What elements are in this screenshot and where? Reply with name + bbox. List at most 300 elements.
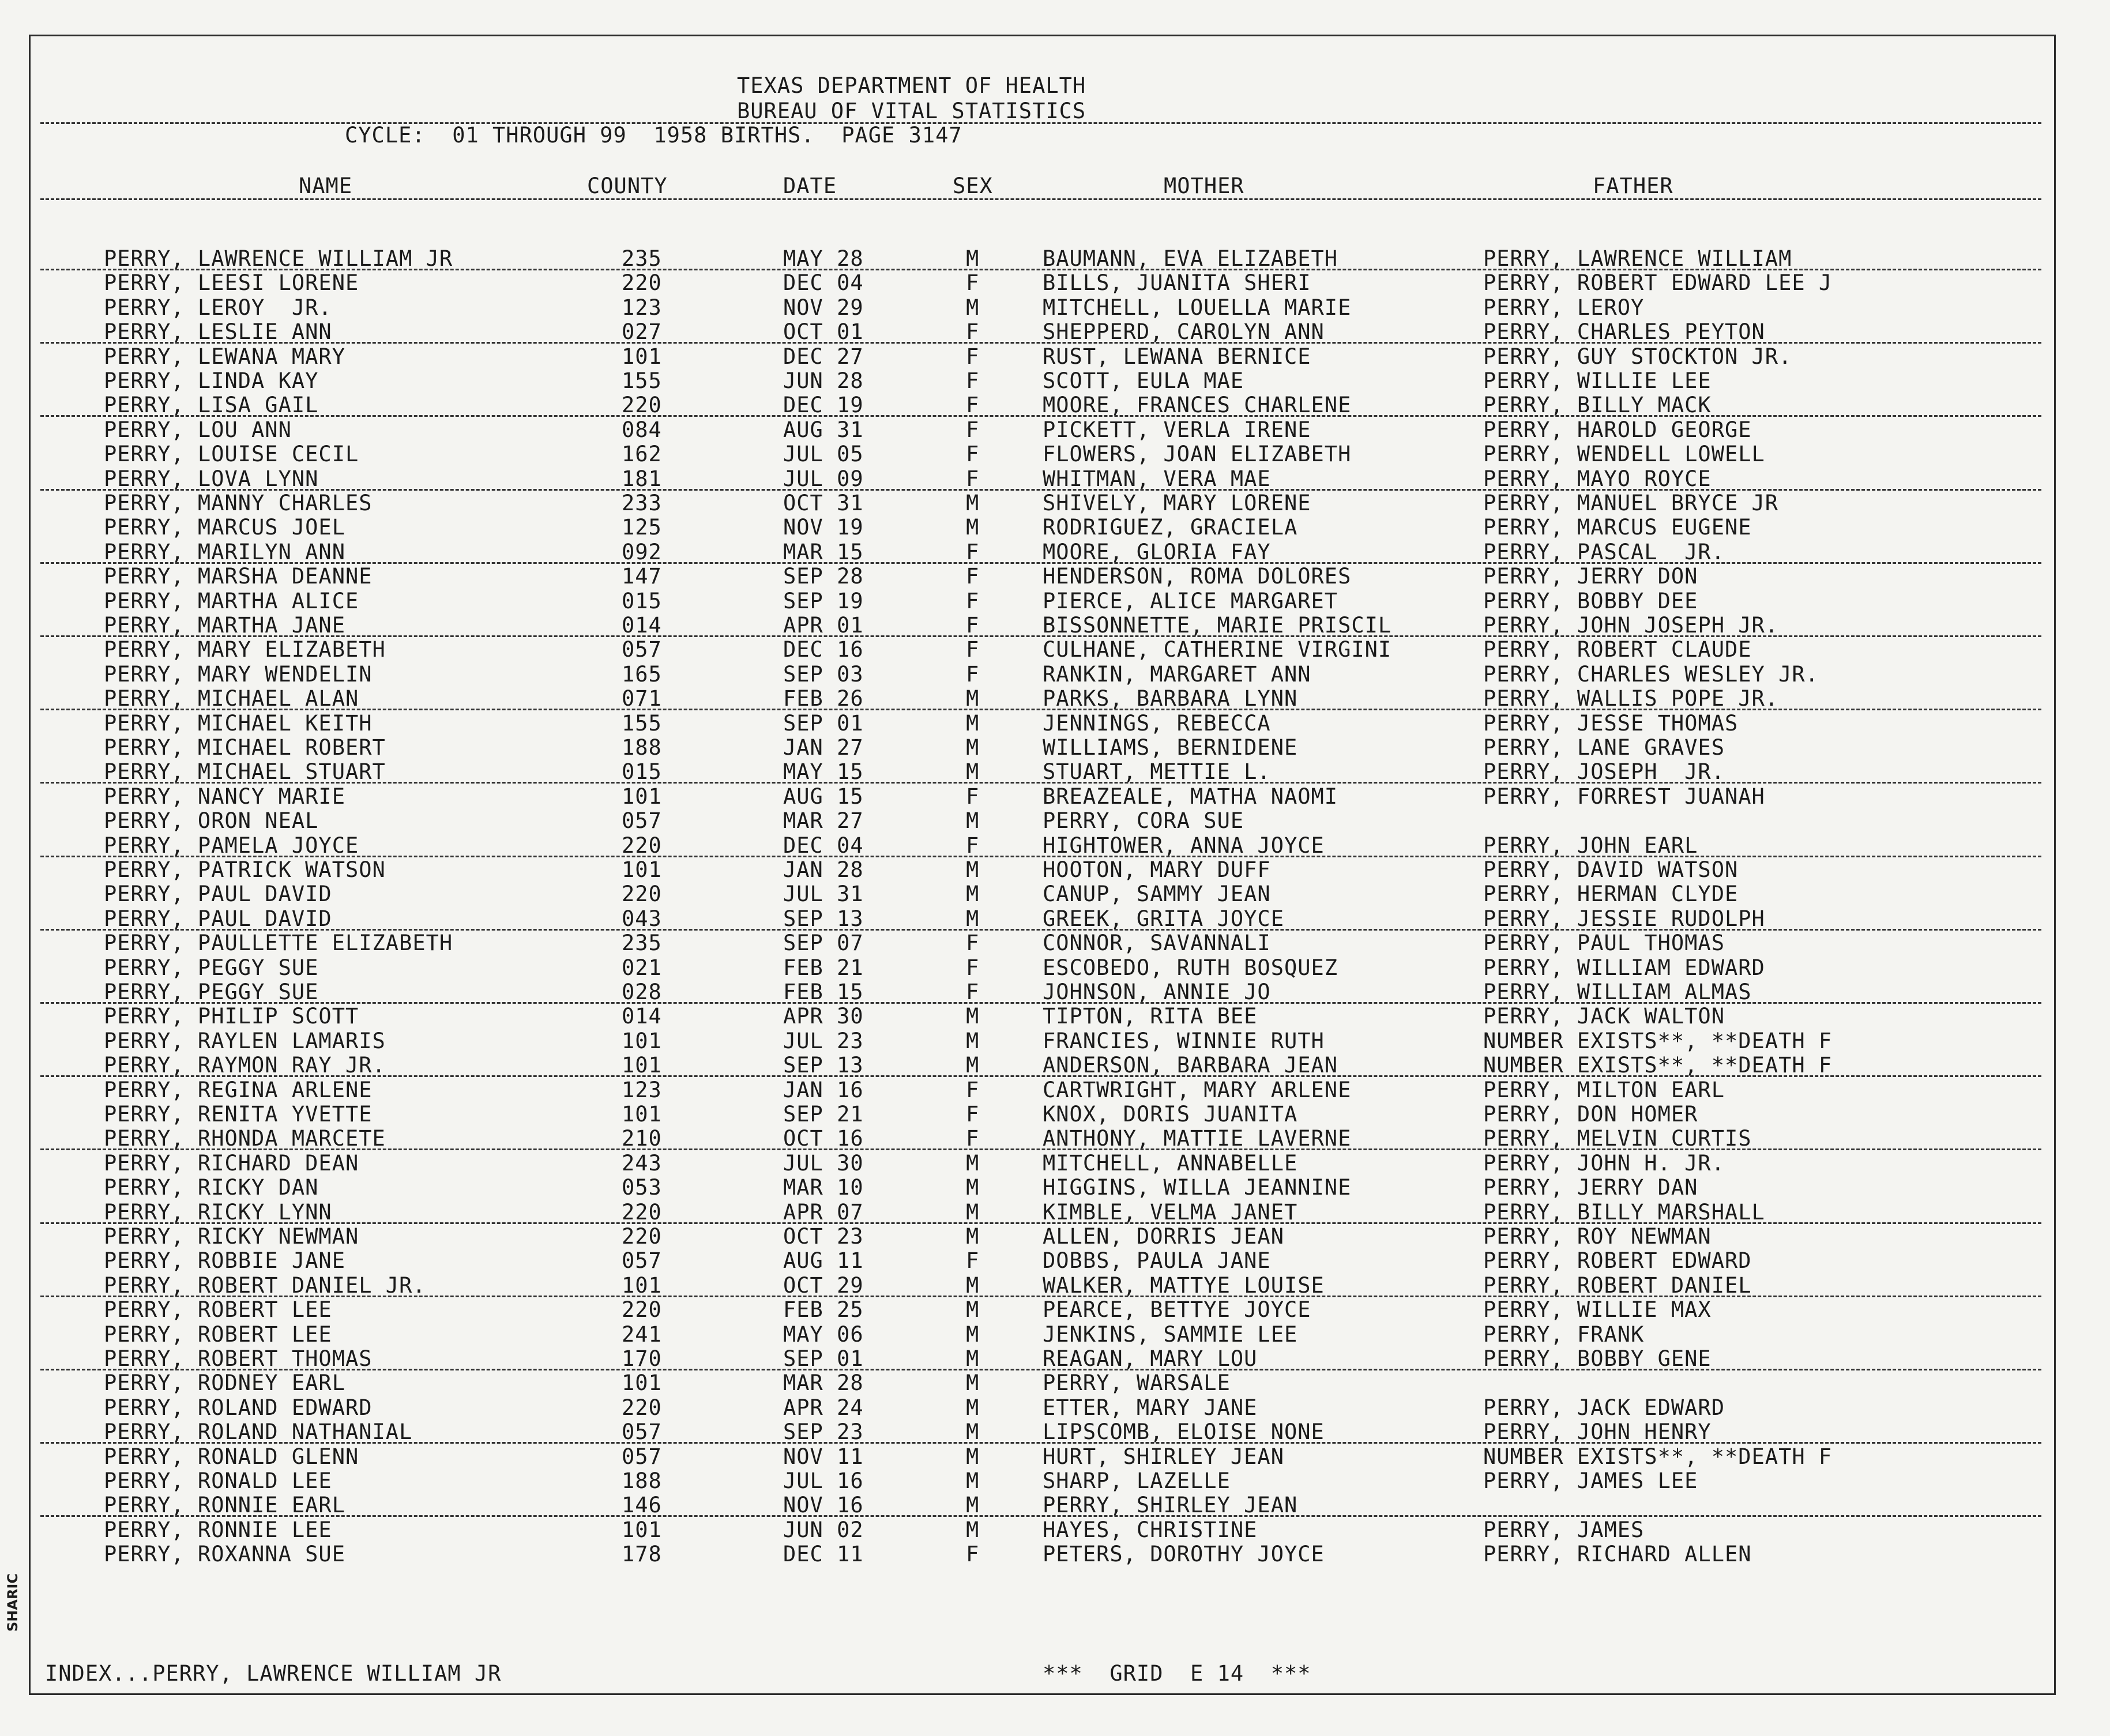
table-row xyxy=(0,858,2110,882)
cell-mother: RODRIGUEZ, GRACIELA xyxy=(1043,515,1298,540)
cell-mother: GREEK, GRITA JOYCE xyxy=(1043,906,1284,931)
cell-father: PERRY, JAMES LEE xyxy=(1483,1468,1698,1493)
cell-father: PERRY, BILLY MARSHALL xyxy=(1483,1199,1765,1225)
cell-name: PERRY, ORON NEAL xyxy=(104,808,319,834)
table-row xyxy=(0,467,2110,491)
cell-name: PERRY, LINDA KAY xyxy=(104,368,319,393)
table-row xyxy=(0,1102,2110,1127)
column-header-father: FATHER xyxy=(1593,174,1673,198)
table-row xyxy=(0,760,2110,784)
cell-date: OCT 23 xyxy=(783,1224,864,1249)
cell-sex: M xyxy=(966,1175,980,1200)
table-row xyxy=(0,1225,2110,1249)
cell-father: PERRY, WILLIE MAX xyxy=(1483,1297,1712,1323)
cell-sex: M xyxy=(966,515,980,540)
cell-date: MAR 27 xyxy=(783,808,864,834)
cell-county: 220 xyxy=(622,270,662,296)
cell-father: PERRY, WALLIS POPE JR. xyxy=(1483,686,1779,711)
table-row xyxy=(0,1004,2110,1029)
table-row xyxy=(0,687,2110,711)
cell-mother: KNOX, DORIS JUANITA xyxy=(1043,1102,1298,1127)
table-row xyxy=(0,1200,2110,1225)
cell-date: MAY 15 xyxy=(783,759,864,785)
cell-date: OCT 29 xyxy=(783,1272,864,1298)
cell-mother: WALKER, MATTYE LOUISE xyxy=(1043,1272,1325,1298)
cell-mother: PERRY, CORA SUE xyxy=(1043,808,1244,834)
table-row xyxy=(0,956,2110,980)
table-row xyxy=(0,393,2110,417)
table-row xyxy=(0,1323,2110,1347)
cell-sex: F xyxy=(966,1126,980,1151)
cell-sex: F xyxy=(966,539,980,564)
cell-date: OCT 31 xyxy=(783,491,864,515)
cell-sex: F xyxy=(966,1248,980,1274)
cell-date: JAN 27 xyxy=(783,735,864,760)
cell-father: PERRY, JAMES xyxy=(1483,1517,1645,1542)
row-separator xyxy=(40,342,2041,344)
cell-county: 057 xyxy=(622,1444,662,1469)
table-row xyxy=(0,1127,2110,1151)
cell-county: 043 xyxy=(622,906,662,931)
cell-name: PERRY, PAUL DAVID xyxy=(104,882,332,907)
cell-date: JUL 31 xyxy=(783,882,864,907)
cell-date: DEC 11 xyxy=(783,1542,864,1567)
cell-county: 165 xyxy=(622,661,662,687)
table-row xyxy=(0,1493,2110,1517)
cell-name: PERRY, LOUISE CECIL xyxy=(104,442,359,467)
cell-date: DEC 04 xyxy=(783,270,864,296)
cell-name: PERRY, ROLAND EDWARD xyxy=(104,1395,373,1420)
cell-mother: PERRY, WARSALE xyxy=(1043,1370,1231,1396)
cell-father: PERRY, JOHN EARL xyxy=(1483,833,1698,858)
cell-mother: LIPSCOMB, ELOISE NONE xyxy=(1043,1419,1325,1445)
cell-date: SEP 28 xyxy=(783,564,864,589)
cell-sex: M xyxy=(966,246,980,271)
cell-sex: M xyxy=(966,808,980,834)
cell-county: 101 xyxy=(622,344,662,369)
cell-date: JUL 16 xyxy=(783,1468,864,1493)
cell-date: SEP 21 xyxy=(783,1102,864,1127)
row-separator xyxy=(40,1515,2041,1517)
table-row xyxy=(0,1518,2110,1542)
cell-date: JAN 28 xyxy=(783,857,864,882)
cell-name: PERRY, RICKY DAN xyxy=(104,1175,319,1200)
table-row xyxy=(0,1542,2110,1566)
cell-father: PERRY, WILLIAM EDWARD xyxy=(1483,955,1765,980)
cell-name: PERRY, ROBERT LEE xyxy=(104,1321,332,1347)
cell-mother: PICKETT, VERLA IRENE xyxy=(1043,417,1311,442)
cell-date: DEC 16 xyxy=(783,637,864,662)
cell-father: PERRY, DAVID WATSON xyxy=(1483,857,1739,882)
cell-sex: M xyxy=(966,710,980,736)
cell-county: 235 xyxy=(622,246,662,271)
cell-mother: PERRY, SHIRLEY JEAN xyxy=(1043,1493,1298,1518)
cell-mother: TIPTON, RITA BEE xyxy=(1043,1004,1258,1029)
cell-sex: F xyxy=(966,442,980,467)
table-row xyxy=(0,442,2110,466)
table-row xyxy=(0,540,2110,564)
cell-mother: STUART, METTIE L. xyxy=(1043,759,1271,785)
cell-date: NOV 11 xyxy=(783,1444,864,1469)
cell-county: 233 xyxy=(622,491,662,515)
table-row xyxy=(0,613,2110,638)
cell-mother: FLOWERS, JOAN ELIZABETH xyxy=(1043,442,1352,467)
cell-name: PERRY, RAYMON RAY JR. xyxy=(104,1053,386,1078)
cell-sex: F xyxy=(966,661,980,687)
cell-sex: F xyxy=(966,1077,980,1102)
cell-name: PERRY, PHILIP SCOTT xyxy=(104,1004,359,1029)
row-separator xyxy=(40,1148,2041,1150)
cell-county: 101 xyxy=(622,1272,662,1298)
header-cycle: CYCLE: 01 THROUGH 99 1958 BIRTHS. PAGE 3147 xyxy=(345,123,962,148)
cell-sex: M xyxy=(966,1346,980,1371)
table-row xyxy=(0,980,2110,1004)
table-row xyxy=(0,931,2110,955)
table-row xyxy=(0,1274,2110,1298)
cell-date: AUG 31 xyxy=(783,417,864,442)
table-row xyxy=(0,785,2110,809)
cell-sex: F xyxy=(966,466,980,491)
cell-name: PERRY, RODNEY EARL xyxy=(104,1370,345,1396)
table-row xyxy=(0,1445,2110,1469)
row-separator xyxy=(40,1442,2041,1444)
cell-mother: ESCOBEDO, RUTH BOSQUEZ xyxy=(1043,955,1338,980)
cell-mother: HURT, SHIRLEY JEAN xyxy=(1043,1444,1284,1469)
cell-sex: F xyxy=(966,588,980,613)
cell-county: 220 xyxy=(622,1199,662,1225)
cell-county: 220 xyxy=(622,833,662,858)
cell-mother: HENDERSON, ROMA DOLORES xyxy=(1043,564,1352,589)
cell-mother: WHITMAN, VERA MAE xyxy=(1043,466,1271,491)
row-separator xyxy=(40,415,2041,417)
cell-sex: M xyxy=(966,686,980,711)
column-header-sex: SEX xyxy=(953,174,993,198)
cell-sex: F xyxy=(966,613,980,638)
cell-date: FEB 26 xyxy=(783,686,864,711)
cell-county: 015 xyxy=(622,588,662,613)
cell-sex: F xyxy=(966,833,980,858)
cell-father: PERRY, MELVIN CURTIS xyxy=(1483,1126,1752,1151)
cell-date: NOV 16 xyxy=(783,1493,864,1518)
cell-county: 220 xyxy=(622,1224,662,1249)
cell-father: PERRY, JERRY DON xyxy=(1483,564,1698,589)
table-row xyxy=(0,418,2110,442)
cell-date: DEC 27 xyxy=(783,344,864,369)
cell-sex: M xyxy=(966,1444,980,1469)
cell-county: 057 xyxy=(622,1248,662,1274)
cell-sex: F xyxy=(966,368,980,393)
cell-father: PERRY, ROBERT CLAUDE xyxy=(1483,637,1752,662)
cell-mother: ANTHONY, MATTIE LAVERNE xyxy=(1043,1126,1352,1151)
cell-name: PERRY, LOU ANN xyxy=(104,417,292,442)
cell-date: JUN 02 xyxy=(783,1517,864,1542)
cell-date: JUL 09 xyxy=(783,466,864,491)
cell-name: PERRY, MANNY CHARLES xyxy=(104,491,373,515)
cell-name: PERRY, MICHAEL ALAN xyxy=(104,686,359,711)
cell-county: 053 xyxy=(622,1175,662,1200)
cell-mother: BAUMANN, EVA ELIZABETH xyxy=(1043,246,1338,271)
cell-father: PERRY, GUY STOCKTON JR. xyxy=(1483,344,1792,369)
cell-county: 057 xyxy=(622,808,662,834)
cell-county: 101 xyxy=(622,1370,662,1396)
cell-mother: PARKS, BARBARA LYNN xyxy=(1043,686,1298,711)
cell-date: JUL 05 xyxy=(783,442,864,467)
cell-date: APR 24 xyxy=(783,1395,864,1420)
cell-county: 028 xyxy=(622,980,662,1004)
cell-name: PERRY, RAYLEN LAMARIS xyxy=(104,1028,386,1053)
cell-county: 125 xyxy=(622,515,662,540)
cell-date: SEP 07 xyxy=(783,931,864,956)
cell-name: PERRY, RICHARD DEAN xyxy=(104,1150,359,1176)
cell-date: APR 01 xyxy=(783,613,864,638)
cell-mother: JENKINS, SAMMIE LEE xyxy=(1043,1321,1298,1347)
cell-county: 243 xyxy=(622,1150,662,1176)
cell-father: PERRY, CHARLES WESLEY JR. xyxy=(1483,661,1819,687)
cell-father: PERRY, JACK WALTON xyxy=(1483,1004,1725,1029)
cell-date: FEB 25 xyxy=(783,1297,864,1323)
table-row xyxy=(0,564,2110,589)
cell-sex: M xyxy=(966,1150,980,1176)
cell-county: 188 xyxy=(622,735,662,760)
cell-name: PERRY, RONNIE EARL xyxy=(104,1493,345,1518)
cell-name: PERRY, LEROY JR. xyxy=(104,295,332,320)
cell-sex: F xyxy=(966,344,980,369)
cell-sex: M xyxy=(966,1517,980,1542)
cell-name: PERRY, PAUL DAVID xyxy=(104,906,332,931)
cell-name: PERRY, ROXANNA SUE xyxy=(104,1542,345,1567)
cell-name: PERRY, ROLAND NATHANIAL xyxy=(104,1419,413,1445)
cell-county: 071 xyxy=(622,686,662,711)
cell-father: PERRY, JOHN HENRY xyxy=(1483,1419,1712,1445)
cell-sex: M xyxy=(966,735,980,760)
column-header-date: DATE xyxy=(783,174,837,198)
cell-sex: M xyxy=(966,1004,980,1029)
cell-mother: REAGAN, MARY LOU xyxy=(1043,1346,1258,1371)
row-separator xyxy=(40,709,2041,710)
cell-sex: M xyxy=(966,1321,980,1347)
table-row xyxy=(0,247,2110,271)
cell-mother: HIGGINS, WILLA JEANNINE xyxy=(1043,1175,1352,1200)
cell-county: 241 xyxy=(622,1321,662,1347)
table-row xyxy=(0,638,2110,662)
cell-sex: M xyxy=(966,1224,980,1249)
cell-sex: F xyxy=(966,1102,980,1127)
cell-date: JUL 30 xyxy=(783,1150,864,1176)
cell-county: 147 xyxy=(622,564,662,589)
cell-mother: CANUP, SAMMY JEAN xyxy=(1043,882,1271,907)
cell-mother: SHARP, LAZELLE xyxy=(1043,1468,1231,1493)
cell-mother: ALLEN, DORRIS JEAN xyxy=(1043,1224,1284,1249)
cell-name: PERRY, RONALD LEE xyxy=(104,1468,332,1493)
cell-county: 220 xyxy=(622,393,662,418)
cell-father: NUMBER EXISTS**, **DEATH F xyxy=(1483,1028,1833,1053)
cell-mother: RUST, LEWANA BERNICE xyxy=(1043,344,1311,369)
cell-mother: HIGHTOWER, ANNA JOYCE xyxy=(1043,833,1325,858)
footer-grid: *** GRID E 14 *** xyxy=(1043,1661,1311,1686)
cell-father: PERRY, MAYO ROYCE xyxy=(1483,466,1712,491)
cell-sex: F xyxy=(966,784,980,809)
cell-mother: SCOTT, EULA MAE xyxy=(1043,368,1244,393)
cell-date: SEP 13 xyxy=(783,906,864,931)
cell-county: 210 xyxy=(622,1126,662,1151)
cell-county: 123 xyxy=(622,1077,662,1102)
cell-father: PERRY, ROBERT EDWARD LEE J xyxy=(1483,270,1833,296)
cell-date: MAY 06 xyxy=(783,1321,864,1347)
cell-date: SEP 23 xyxy=(783,1419,864,1445)
cell-father: PERRY, BILLY MACK xyxy=(1483,393,1712,418)
cell-name: PERRY, LISA GAIL xyxy=(104,393,319,418)
cell-sex: F xyxy=(966,637,980,662)
cell-county: 014 xyxy=(622,613,662,638)
cell-date: NOV 29 xyxy=(783,295,864,320)
cell-name: PERRY, RICKY NEWMAN xyxy=(104,1224,359,1249)
column-header-mother: MOTHER xyxy=(1164,174,1244,198)
cell-mother: CONNOR, SAVANNALI xyxy=(1043,931,1271,956)
cell-sex: F xyxy=(966,270,980,296)
table-row xyxy=(0,589,2110,613)
cell-sex: F xyxy=(966,393,980,418)
cell-name: PERRY, ROBERT LEE xyxy=(104,1297,332,1323)
cell-county: 021 xyxy=(622,955,662,980)
cell-county: 220 xyxy=(622,882,662,907)
cell-father: PERRY, PASCAL JR. xyxy=(1483,539,1725,564)
column-header-county: COUNTY xyxy=(587,174,668,198)
cell-father: PERRY, LAWRENCE WILLIAM xyxy=(1483,246,1792,271)
cell-county: 101 xyxy=(622,1517,662,1542)
cell-name: PERRY, LAWRENCE WILLIAM JR xyxy=(104,246,453,271)
cell-name: PERRY, REGINA ARLENE xyxy=(104,1077,373,1102)
cell-sex: M xyxy=(966,1028,980,1053)
table-row xyxy=(0,662,2110,687)
cell-name: PERRY, MICHAEL STUART xyxy=(104,759,386,785)
cell-date: AUG 15 xyxy=(783,784,864,809)
cell-date: JUN 28 xyxy=(783,368,864,393)
cell-father: PERRY, LANE GRAVES xyxy=(1483,735,1725,760)
cell-county: 155 xyxy=(622,368,662,393)
cell-mother: PIERCE, ALICE MARGARET xyxy=(1043,588,1338,613)
table-row xyxy=(0,1298,2110,1322)
cell-mother: HAYES, CHRISTINE xyxy=(1043,1517,1258,1542)
cell-date: JAN 16 xyxy=(783,1077,864,1102)
cell-father: PERRY, JOHN H. JR. xyxy=(1483,1150,1725,1176)
separator-top xyxy=(40,122,2041,124)
cell-sex: F xyxy=(966,417,980,442)
cell-father: PERRY, HAROLD GEORGE xyxy=(1483,417,1752,442)
cell-county: 101 xyxy=(622,857,662,882)
cell-father: PERRY, JESSE THOMAS xyxy=(1483,710,1739,736)
cell-father: NUMBER EXISTS**, **DEATH F xyxy=(1483,1444,1833,1469)
table-row xyxy=(0,736,2110,760)
cell-county: 220 xyxy=(622,1297,662,1323)
cell-date: OCT 16 xyxy=(783,1126,864,1151)
cell-mother: SHEPPERD, CAROLYN ANN xyxy=(1043,319,1325,345)
cell-date: SEP 01 xyxy=(783,710,864,736)
cell-sex: M xyxy=(966,1370,980,1396)
cell-father: PERRY, JERRY DAN xyxy=(1483,1175,1698,1200)
cell-date: NOV 19 xyxy=(783,515,864,540)
cell-county: 220 xyxy=(622,1395,662,1420)
table-row xyxy=(0,515,2110,540)
table-row xyxy=(0,1396,2110,1420)
table-row xyxy=(0,809,2110,833)
cell-sex: M xyxy=(966,295,980,320)
cell-sex: M xyxy=(966,1199,980,1225)
cell-date: APR 07 xyxy=(783,1199,864,1225)
cell-sex: M xyxy=(966,857,980,882)
cell-father: PERRY, ROBERT EDWARD xyxy=(1483,1248,1752,1274)
cell-father: PERRY, ROBERT DANIEL xyxy=(1483,1272,1752,1298)
cell-father: PERRY, HERMAN CLYDE xyxy=(1483,882,1739,907)
cell-name: PERRY, MARCUS JOEL xyxy=(104,515,345,540)
row-separator xyxy=(40,1075,2041,1077)
table-row xyxy=(0,1371,2110,1395)
cell-county: 015 xyxy=(622,759,662,785)
cell-sex: F xyxy=(966,1542,980,1567)
cell-sex: F xyxy=(966,564,980,589)
table-row xyxy=(0,1249,2110,1273)
cell-mother: ANDERSON, BARBARA JEAN xyxy=(1043,1053,1338,1078)
cell-county: 178 xyxy=(622,1542,662,1567)
cell-county: 101 xyxy=(622,1102,662,1127)
cell-county: 057 xyxy=(622,637,662,662)
cell-mother: DOBBS, PAULA JANE xyxy=(1043,1248,1271,1274)
cell-father: PERRY, WENDELL LOWELL xyxy=(1483,442,1765,467)
footer-index: INDEX...PERRY, LAWRENCE WILLIAM JR xyxy=(45,1661,502,1686)
cell-date: SEP 03 xyxy=(783,661,864,687)
cell-county: 101 xyxy=(622,1028,662,1053)
cell-date: OCT 01 xyxy=(783,319,864,345)
cell-name: PERRY, PEGGY SUE xyxy=(104,980,319,1004)
cell-mother: MOORE, FRANCES CHARLENE xyxy=(1043,393,1352,418)
cell-date: JUL 23 xyxy=(783,1028,864,1053)
cell-mother: BILLS, JUANITA SHERI xyxy=(1043,270,1311,296)
row-separator xyxy=(40,1296,2041,1297)
cell-date: SEP 13 xyxy=(783,1053,864,1078)
cell-sex: F xyxy=(966,319,980,345)
cell-mother: HOOTON, MARY DUFF xyxy=(1043,857,1271,882)
column-header-name: NAME xyxy=(299,174,353,198)
cell-mother: JENNINGS, REBECCA xyxy=(1043,710,1271,736)
cell-mother: PEARCE, BETTYE JOYCE xyxy=(1043,1297,1311,1323)
cell-mother: CARTWRIGHT, MARY ARLENE xyxy=(1043,1077,1352,1102)
table-row xyxy=(0,882,2110,906)
cell-county: 084 xyxy=(622,417,662,442)
cell-name: PERRY, LOVA LYNN xyxy=(104,466,319,491)
table-row xyxy=(0,271,2110,295)
cell-name: PERRY, LESLIE ANN xyxy=(104,319,332,345)
cell-date: MAY 28 xyxy=(783,246,864,271)
header-department: TEXAS DEPARTMENT OF HEALTH xyxy=(737,73,1086,98)
cell-sex: F xyxy=(966,980,980,1004)
cell-father: PERRY, BOBBY DEE xyxy=(1483,588,1698,613)
table-row xyxy=(0,320,2110,344)
cell-date: MAR 10 xyxy=(783,1175,864,1200)
table-row xyxy=(0,345,2110,369)
cell-mother: BISSONNETTE, MARIE PRISCIL xyxy=(1043,613,1392,638)
cell-sex: M xyxy=(966,1297,980,1323)
cell-name: PERRY, MARSHA DEANNE xyxy=(104,564,373,589)
cell-sex: M xyxy=(966,1468,980,1493)
cell-county: 155 xyxy=(622,710,662,736)
cell-sex: M xyxy=(966,1493,980,1518)
cell-name: PERRY, LEWANA MARY xyxy=(104,344,345,369)
table-row xyxy=(0,1029,2110,1053)
cell-name: PERRY, MARTHA ALICE xyxy=(104,588,359,613)
cell-name: PERRY, MARY ELIZABETH xyxy=(104,637,386,662)
cell-sex: F xyxy=(966,955,980,980)
cell-county: 162 xyxy=(622,442,662,467)
cell-date: MAR 28 xyxy=(783,1370,864,1396)
